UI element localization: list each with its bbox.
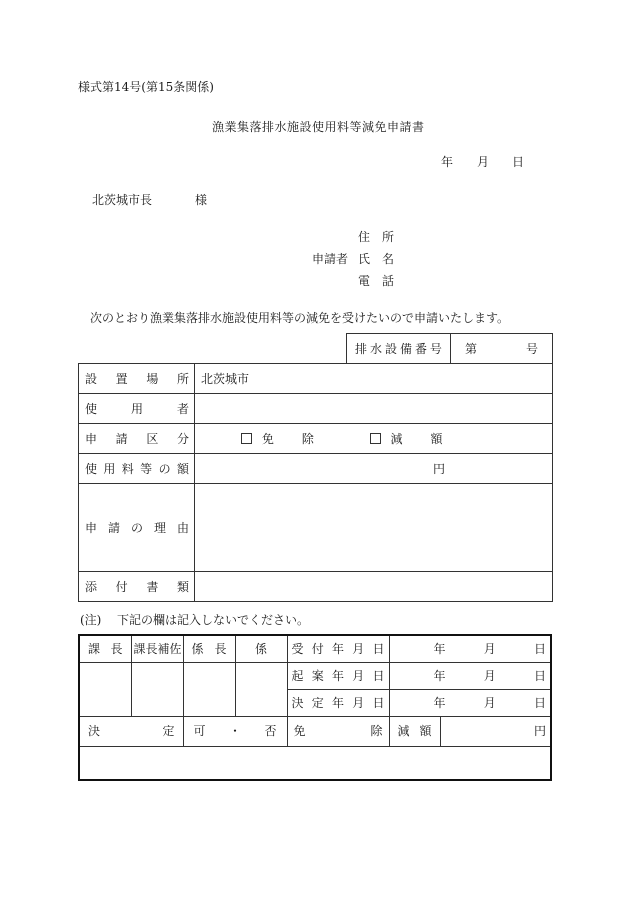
section-chief-seal[interactable] — [79, 662, 131, 716]
receipt-date-field[interactable]: 年 月 日 — [389, 635, 551, 662]
addressee-name: 北茨城市長 — [92, 193, 153, 207]
attachments-label: 添 付 書 類 — [79, 572, 195, 602]
decision-date-field[interactable]: 年 月 日 — [389, 689, 551, 716]
date-year-label: 年 — [441, 155, 454, 169]
addressee-honorific: 様 — [195, 193, 208, 207]
attachments-field[interactable] — [195, 572, 553, 602]
drain-number-label: 排 水 設 備 番 号 — [347, 334, 451, 364]
applicant-name-label: 氏 名 — [358, 252, 395, 266]
application-statement: 次のとおり漁業集落排水施設使用料等の減免を受けたいので申請いたします。 — [90, 311, 510, 325]
application-table — [78, 333, 553, 602]
reason-label: 申 請 の 理 由 — [79, 484, 195, 572]
user-label: 使 用 者 — [79, 394, 195, 424]
note-prefix: (注) — [80, 613, 102, 627]
form-title: 漁業集落排水施設使用料等減免申請書 — [212, 120, 425, 134]
remarks-field[interactable] — [79, 746, 551, 780]
category-field — [195, 424, 553, 454]
applicant-role-label: 申請者 — [312, 252, 349, 266]
staff-header: 係 — [235, 635, 287, 662]
exempt-field[interactable]: 免 除 — [287, 716, 389, 746]
date-day-label: 日 — [512, 155, 525, 169]
drain-number-field[interactable]: 第 号 — [451, 334, 553, 364]
location-field[interactable]: 北茨城市 — [195, 364, 553, 394]
exempt-option[interactable]: 免 除 — [241, 432, 322, 446]
decision-label: 決 定 — [79, 716, 183, 746]
section-chief-header: 課 長 — [79, 635, 131, 662]
reason-field[interactable] — [195, 484, 553, 572]
category-label: 申 請 区 分 — [79, 424, 195, 454]
approve-reject-field[interactable]: 可 ・ 否 — [183, 716, 287, 746]
checkbox-icon[interactable] — [370, 433, 381, 444]
checkbox-icon[interactable] — [241, 433, 252, 444]
user-field[interactable] — [195, 394, 553, 424]
reduce-amount-field[interactable]: 円 — [440, 716, 551, 746]
reduce-label: 減 額 — [389, 716, 440, 746]
draft-date-label: 起 案 年 月 日 — [287, 662, 389, 689]
reduce-option[interactable]: 減 額 — [370, 432, 451, 446]
date-month-label: 月 — [477, 155, 490, 169]
location-label: 設 置 場 所 — [79, 364, 195, 394]
subsection-chief-seal[interactable] — [183, 662, 235, 716]
receipt-date-label: 受 付 年 月 日 — [287, 635, 389, 662]
form-number: 様式第14号(第15条関係) — [78, 80, 214, 94]
deputy-chief-seal[interactable] — [131, 662, 183, 716]
deputy-chief-header: 課長補佐 — [131, 635, 183, 662]
note-text: 下記の欄は記入しないでください。 — [117, 613, 310, 627]
subsection-chief-header: 係 長 — [183, 635, 235, 662]
fee-amount-field[interactable]: 円 — [195, 454, 553, 484]
staff-seal[interactable] — [235, 662, 287, 716]
decision-date-label: 決 定 年 月 日 — [287, 689, 389, 716]
fee-amount-label: 使 用 料 等 の 額 — [79, 454, 195, 484]
applicant-phone-label: 電 話 — [358, 274, 395, 288]
draft-date-field[interactable]: 年 月 日 — [389, 662, 551, 689]
applicant-address-label: 住 所 — [358, 230, 395, 244]
office-use-table — [78, 634, 552, 781]
